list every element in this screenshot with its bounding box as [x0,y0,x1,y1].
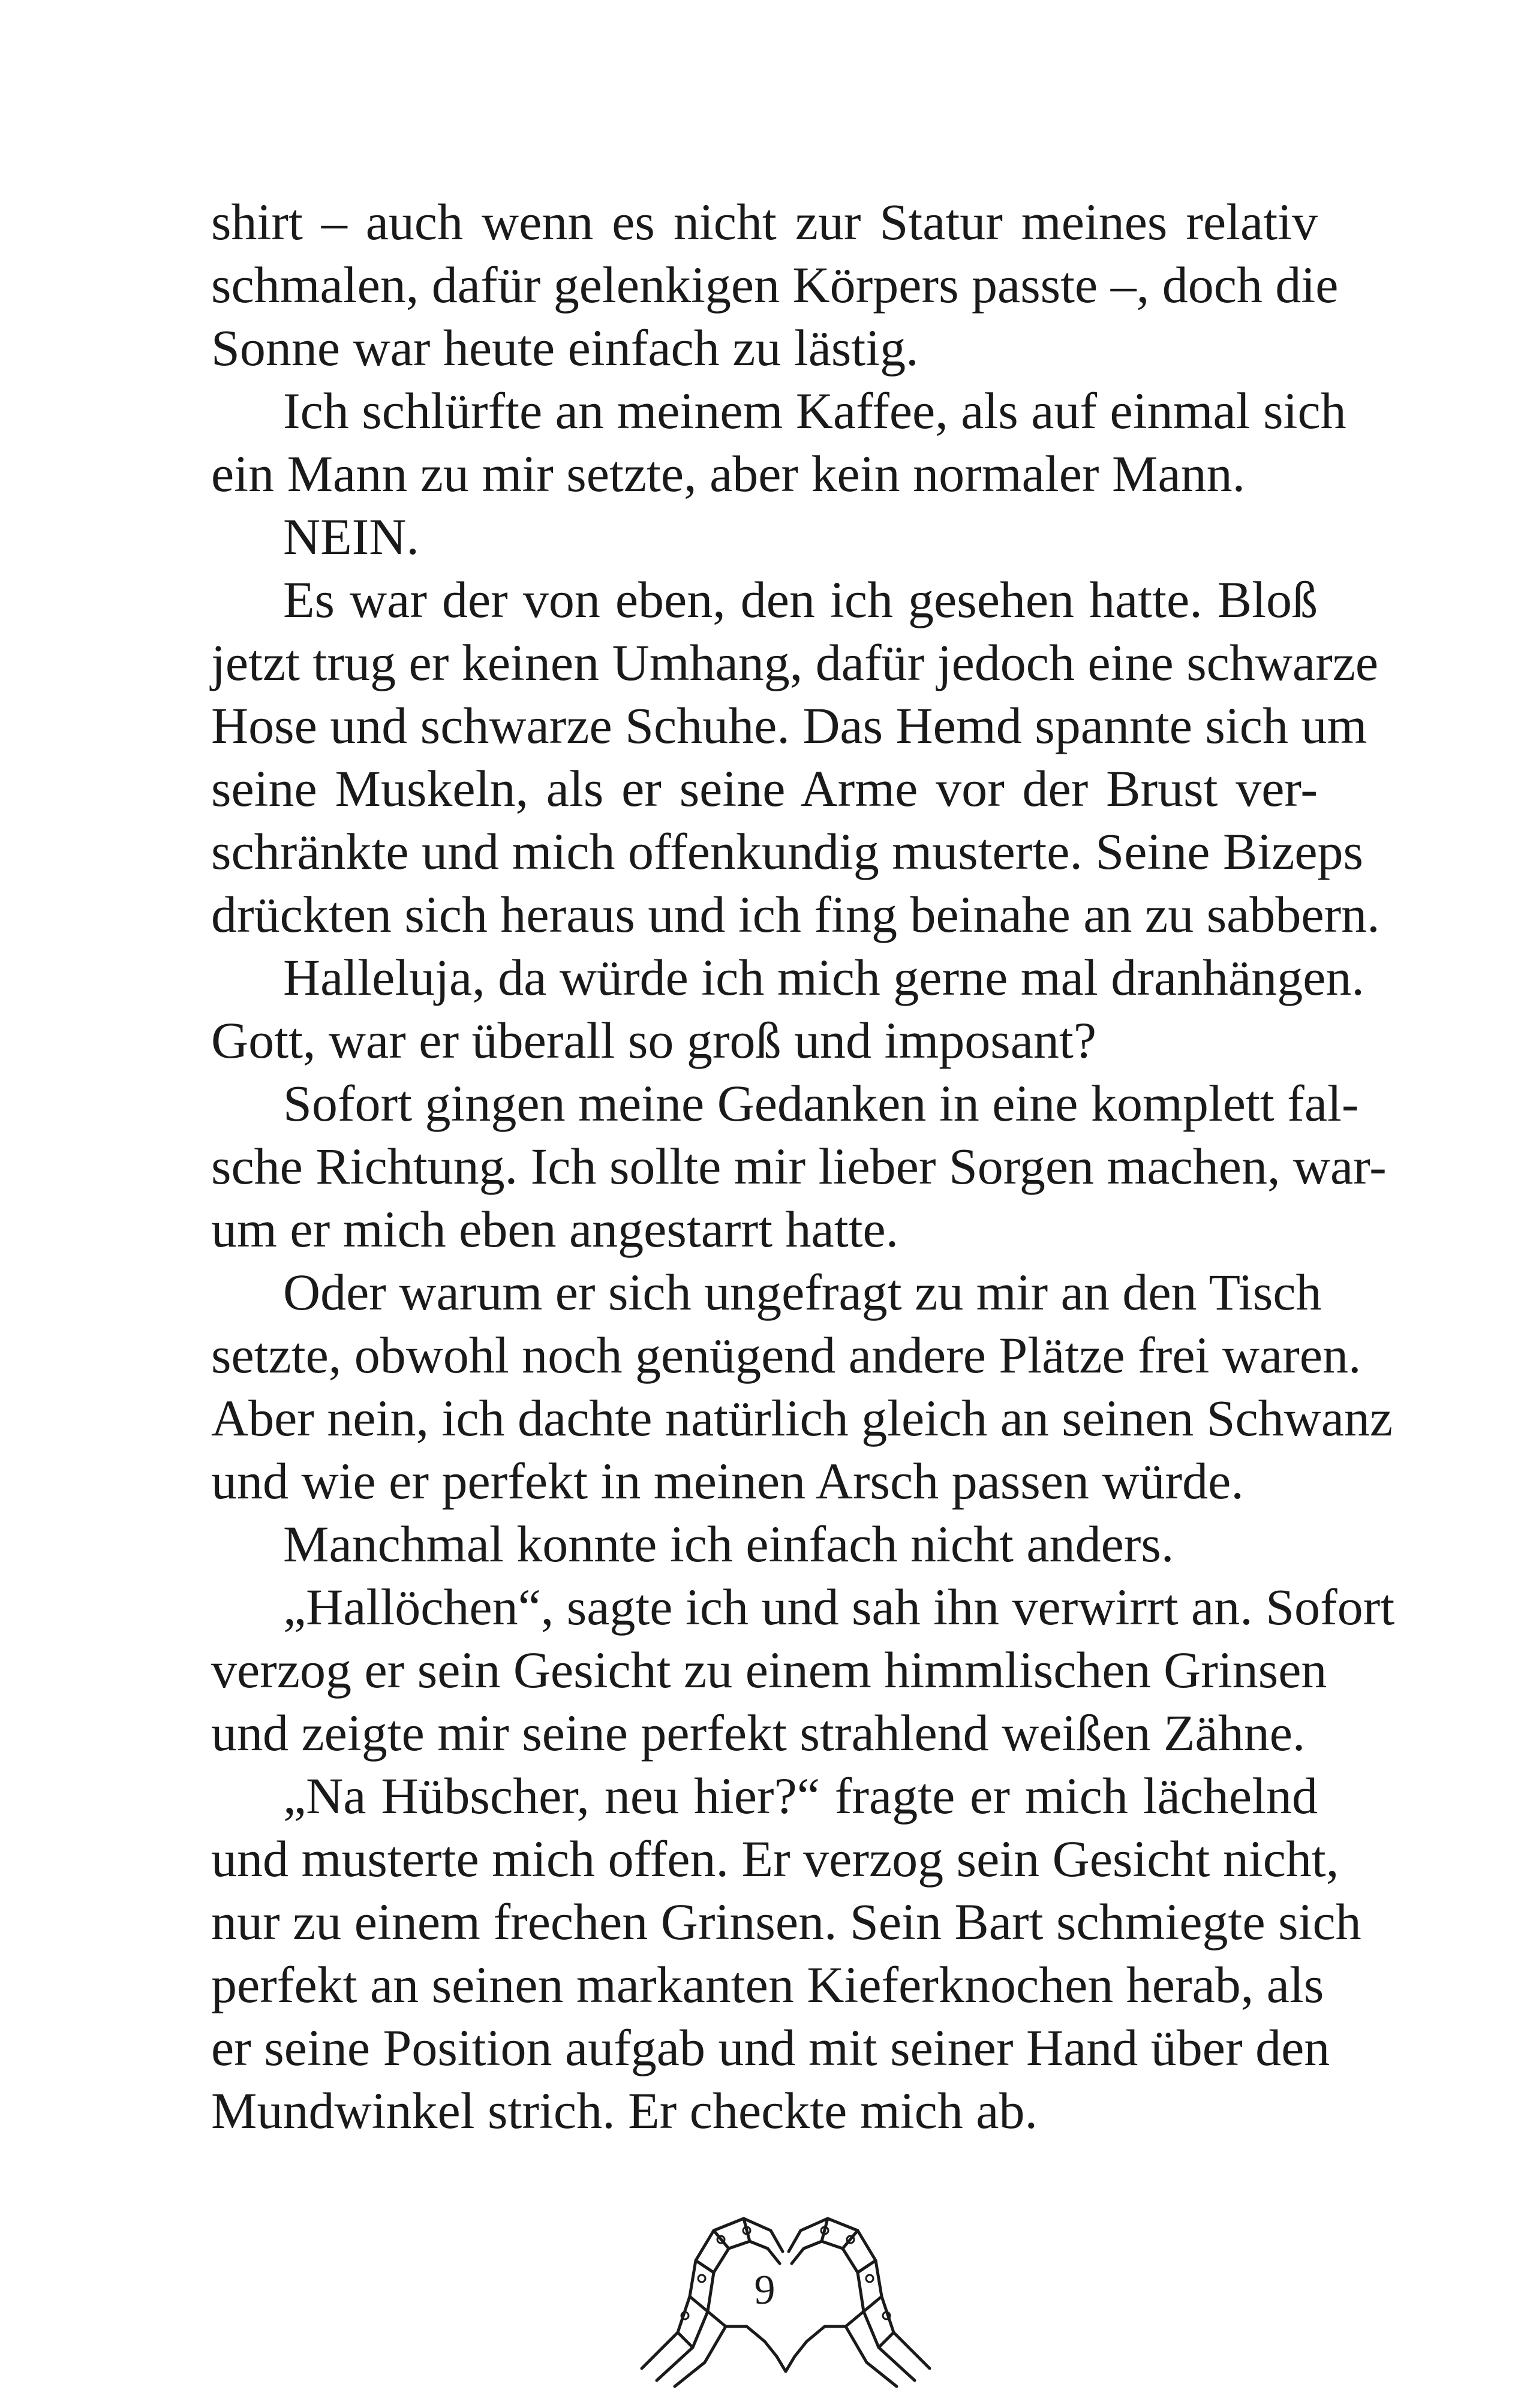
text-line: „Hallöchen“, sagte ich und sah ihn verwirrt an. Sofort [283,1578,1395,1636]
text-line: Hose und schwarze Schuhe. Das Hemd spannte sich um [211,697,1367,754]
text-line: schränkte und mich offenkundig musterte. Seine Bizeps [211,823,1364,880]
text-line: Sonne war heute einfach zu lästig. [211,319,919,377]
text-line: nur zu einem frechen Grinsen. Sein Bart schmiegte sich [211,1893,1361,1951]
text-line: drückten sich heraus und ich fing beinahe an zu sabbern. [211,886,1380,943]
text-line: sche Richtung. Ich sollte mir lieber Sorgen machen, war- [211,1137,1387,1195]
text-line: Aber nein, ich dachte natürlich gleich an seinen Schwanz [211,1389,1393,1447]
text-line: und musterte mich offen. Er verzog sein Gesicht nicht, [211,1830,1339,1888]
text-line: um er mich eben angestarrt hatte. [211,1200,899,1258]
page-number: 9 [754,2267,775,2313]
text-line: Es war der von eben, den ich gesehen hatte. Bloß [283,571,1318,628]
text-line: shirt – auch wenn es nicht zur Statur meines relativ [211,193,1318,251]
text-line: und zeigte mir seine perfekt strahlend weißen Zähne. [211,1704,1306,1762]
text-line: seine Muskeln, als er seine Arme vor der Brust ver- [211,760,1318,817]
text-line: Halleluja, da würde ich mich gerne mal dranhängen. [283,949,1364,1006]
text-line: Mundwinkel strich. Er checkte mich ab. [211,2082,1038,2139]
text-line: Sofort gingen meine Gedanken in eine komplett fal- [283,1074,1359,1132]
text-line: Ich schlürfte an meinem Kaffee, als auf einmal sich [283,382,1346,440]
text-line: verzog er sein Gesicht zu einem himmlischen Grinsen [211,1641,1327,1699]
text-line: er seine Position aufgab und mit seiner Hand über den [211,2019,1330,2076]
text-line: ein Mann zu mir setzte, aber kein normaler Mann. [211,445,1246,502]
text-line: jetzt trug er keinen Umhang, dafür jedoch eine schwarze [211,634,1379,691]
text-line: perfekt an seinen markanten Kieferknochen herab, als [211,1956,1324,2013]
text-line: NEIN. [283,508,419,565]
text-line: setzte, obwohl noch genügend andere Plätze frei waren. [211,1326,1361,1384]
text-line: Oder warum er sich ungefragt zu mir an den Tisch [283,1263,1322,1321]
text-line: Manchmal konnte ich einfach nicht anders. [283,1515,1174,1573]
body-text [211,191,1395,2142]
text-line: „Na Hübscher, neu hier?“ fragte er mich lächelnd [283,1767,1318,1825]
text-line: Gott, war er überall so groß und imposant? [211,1012,1096,1069]
text-line: und wie er perfekt in meinen Arsch passen würde. [211,1452,1244,1510]
text-line: schmalen, dafür gelenkigen Körpers passte –, doch die [211,256,1339,314]
